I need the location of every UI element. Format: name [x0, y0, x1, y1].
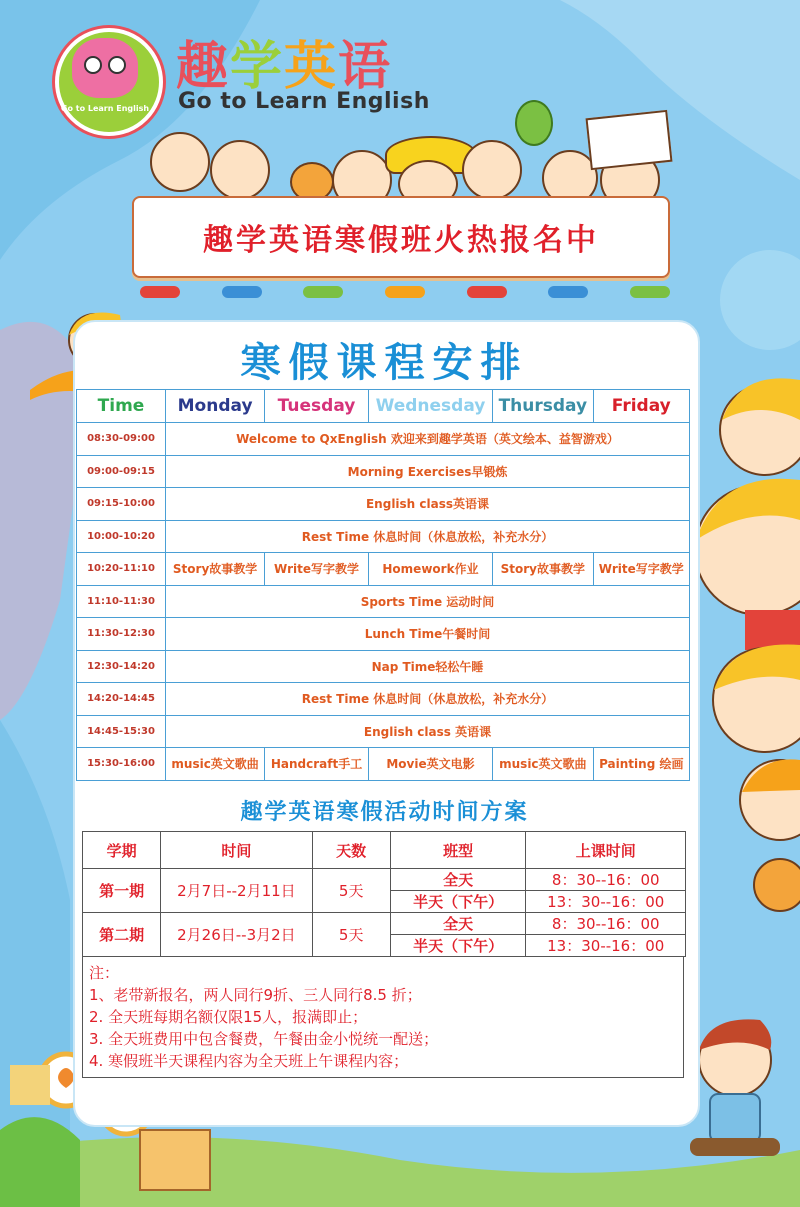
plan-class-hours: 8：30--16：00: [526, 869, 686, 891]
brand-name-text: 趣学英语: [176, 37, 393, 97]
plan-class-hours: 8：30--16：00: [526, 913, 686, 935]
plan-header: 班型: [390, 832, 526, 869]
plan-days: 5天: [312, 869, 390, 913]
note-item: 1、老带新报名，两人同行9折、三人同行8.5 折；: [89, 986, 422, 1004]
mascot-eye-icon: [84, 56, 102, 74]
plan-row: [83, 869, 686, 891]
schedule-activity: music英文歌曲: [493, 748, 593, 781]
note-item: 3. 全天班费用中包含餐费，午餐由金小悦统一配送；: [89, 1030, 439, 1048]
schedule-row: [77, 683, 690, 716]
schedule-row: [77, 585, 690, 618]
plan-class-type: 半天（下午）: [390, 935, 526, 957]
schedule-row: [77, 488, 690, 521]
plan-table: [82, 831, 686, 957]
monster-mascot-icon: [72, 38, 138, 98]
balloon-icon: [515, 100, 553, 146]
schedule-time: 14:45-15:30: [77, 715, 166, 748]
schedule-header-wednesday: Wednesday: [368, 390, 492, 423]
plan-class-hours: 13：30--16：00: [526, 935, 686, 957]
schedule-activity: Morning Exercises早锻炼: [166, 455, 690, 488]
schedule-row: [77, 618, 690, 651]
kid-illustration: [210, 140, 270, 200]
schedule-header-thursday: Thursday: [493, 390, 593, 423]
kid-illustration: [462, 140, 522, 200]
schedule-activity: Painting 绘画: [593, 748, 689, 781]
schedule-activity: Lunch Time午餐时间: [166, 618, 690, 651]
notes-box: [82, 956, 684, 1078]
schedule-header-friday: Friday: [593, 390, 689, 423]
schedule-activity: Nap Time轻松午睡: [166, 650, 690, 683]
brand-name-cn: [176, 24, 392, 99]
notes-label: 注：: [89, 964, 120, 982]
schedule-header-row: [77, 390, 690, 423]
plan-header-row: [83, 832, 686, 869]
schedule-title: 寒假课程安排: [240, 340, 529, 386]
schedule-row: [77, 455, 690, 488]
mascot-eye-icon: [108, 56, 126, 74]
plan-dates: 2月26日--3月2日: [161, 913, 312, 957]
schedule-header-monday: Monday: [166, 390, 265, 423]
schedule-time: 09:00-09:15: [77, 455, 166, 488]
schedule-time: 10:00-10:20: [77, 520, 166, 553]
schedule-activity: Handcraft手工: [265, 748, 369, 781]
note-item: 4. 寒假班半天课程内容为全天班上午课程内容；: [89, 1052, 409, 1070]
schedule-header-tuesday: Tuesday: [265, 390, 369, 423]
plan-class-type: 全天: [390, 913, 526, 935]
schedule-activity: Write写字教学: [265, 553, 369, 586]
plan-header: 天数: [312, 832, 390, 869]
logo-ring-text: Go to Learn English: [60, 104, 150, 113]
schedule-activity: Welcome to QxEnglish 欢迎来到趣学英语（英文绘本、益智游戏）: [166, 423, 690, 456]
schedule-activity: English class 英语课: [166, 715, 690, 748]
schedule-activity: Movie英文电影: [368, 748, 492, 781]
drawing-sign-illustration: [586, 110, 673, 170]
plan-term: 第二期: [83, 913, 161, 957]
plan-title: 趣学英语寒假活动时间方案: [240, 800, 529, 825]
schedule-activity: Write写字教学: [593, 553, 689, 586]
schedule-row: [77, 748, 690, 781]
schedule-row: [77, 520, 690, 553]
schedule-time: 14:20-14:45: [77, 683, 166, 716]
schedule-header-time: Time: [77, 390, 166, 423]
schedule-activity: English class英语课: [166, 488, 690, 521]
schedule-activity: Story故事教学: [166, 553, 265, 586]
plan-class-hours: 13：30--16：00: [526, 891, 686, 913]
schedule-row: [77, 650, 690, 683]
schedule-activity: music英文歌曲: [166, 748, 265, 781]
plan-header: 上课时间: [526, 832, 686, 869]
schedule-activity: Story故事教学: [493, 553, 593, 586]
kids-feet-row: [140, 286, 670, 300]
schedule-activity: Homework作业: [368, 553, 492, 586]
schedule-table: [76, 389, 690, 781]
schedule-row: [77, 715, 690, 748]
plan-class-type: 半天（下午）: [390, 891, 526, 913]
plan-class-type: 全天: [390, 869, 526, 891]
plan-term: 第一期: [83, 869, 161, 913]
brand-name-en: Go to Learn English: [178, 89, 430, 114]
plan-dates: 2月7日--2月11日: [161, 869, 312, 913]
schedule-time: 08:30-09:00: [77, 423, 166, 456]
schedule-time: 11:10-11:30: [77, 585, 166, 618]
schedule-activity: Sports Time 运动时间: [166, 585, 690, 618]
banner-text: 趣学英语寒假班火热报名中: [203, 223, 599, 258]
schedule-activity: Rest Time 休息时间（休息放松，补充水分）: [166, 520, 690, 553]
schedule-row: [77, 553, 690, 586]
schedule-activity: Rest Time 休息时间（休息放松，补充水分）: [166, 683, 690, 716]
plan-days: 5天: [312, 913, 390, 957]
plan-header: 时间: [161, 832, 312, 869]
schedule-time: 15:30-16:00: [77, 748, 166, 781]
plan-header: 学期: [83, 832, 161, 869]
kid-illustration: [150, 132, 210, 192]
schedule-time: 10:20-11:10: [77, 553, 166, 586]
schedule-row: [77, 423, 690, 456]
schedule-time: 11:30-12:30: [77, 618, 166, 651]
plan-row: [83, 913, 686, 935]
schedule-time: 09:15-10:00: [77, 488, 166, 521]
note-item: 2. 全天班每期名额仅限15人，报满即止；: [89, 1008, 368, 1026]
schedule-time: 12:30-14:20: [77, 650, 166, 683]
